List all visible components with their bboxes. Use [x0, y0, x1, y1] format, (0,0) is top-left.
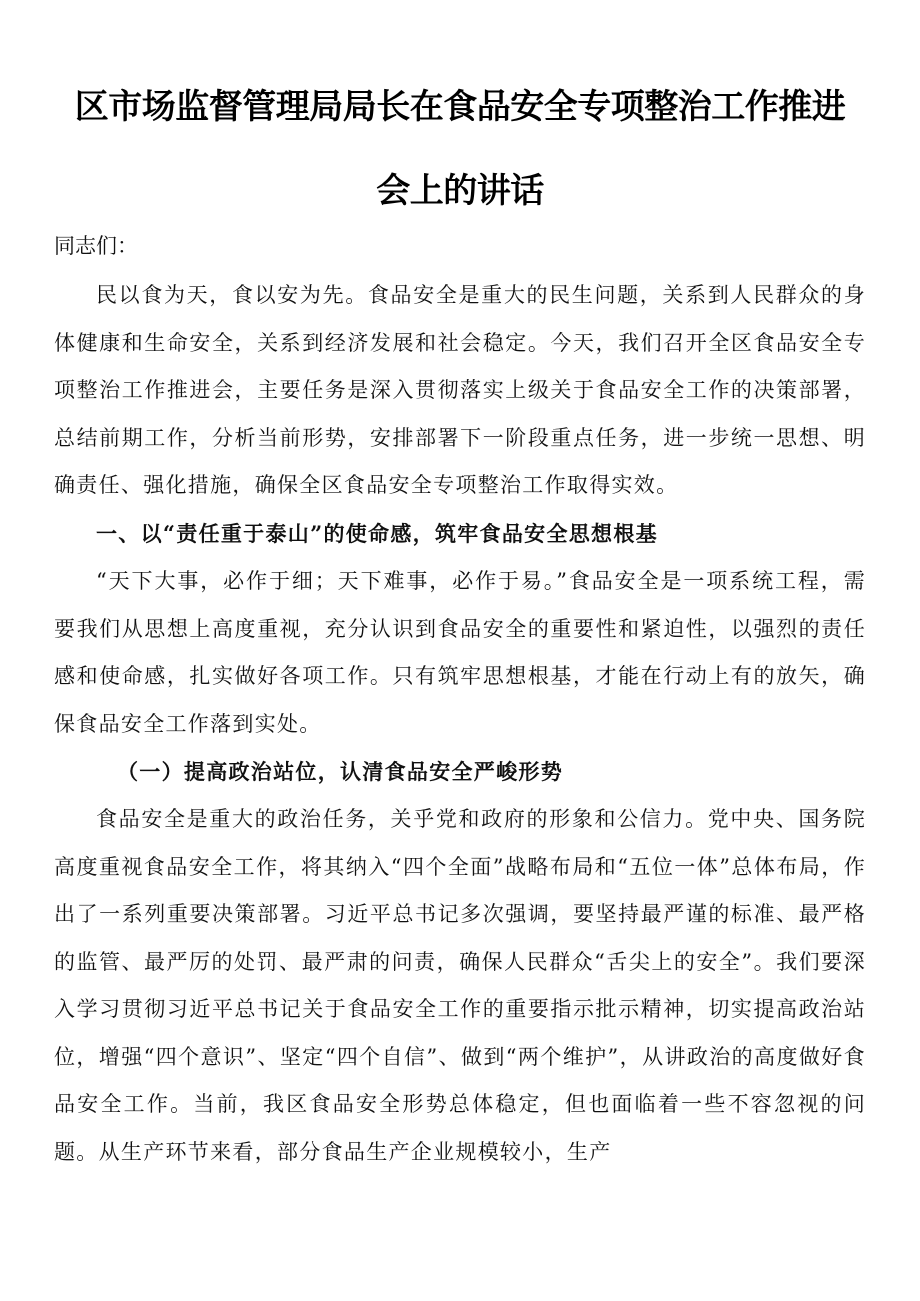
section-heading-1-block	[54, 510, 866, 558]
paragraph-subsection-1-block	[54, 796, 866, 1176]
salutation: 同志们：	[54, 234, 138, 258]
document-title-line-1: 区市场监督管理局局长在食品安全专项整治工作推进	[74, 87, 846, 127]
paragraph-intro-block	[54, 272, 866, 510]
subsection-heading-1: （一）提高政治站位，认清食品安全严峻形势	[117, 759, 563, 784]
section-heading-1: 一、以“责任重于泰山”的使命感，筑牢食品安全思想根基	[96, 521, 658, 546]
paragraph-subsection-1: 食品安全是重大的政治任务，关乎党和政府的形象和公信力。党中央、国务院高度重视食品安全工作，将其纳入“四个全面”战略布局和“五位一体”总体布局，作出了一系列重要决策部署。习近平总书记多次强调，要坚持最严谨的标准、最严格的监管、最严厉的处罚、最严肃的问责，确保人民群众“舌尖上的安全”。我们要深入学习贯彻习近平总书记关于食品安全工作的重要指示批示精神，切实提高政治站位，增强“四个意识”、坚定“四个自信”、做到“两个维护”，从讲政治的高度做好食品安全工作。当前，我区食品安全形势总体稳定，但也面临着一些不容忽视的问题。从生产环节来看，部分食品生产企业规模较小，生产	[54, 807, 866, 1164]
paragraph-intro: 民以食为天，食以安为先。食品安全是重大的民生问题，关系到人民群众的身体健康和生命安全，关系到经济发展和社会稳定。今天，我们召开全区食品安全专项整治工作推进会，主要任务是深入贯彻落实上级关于食品安全工作的决策部署，总结前期工作，分析当前形势，安排部署下一阶段重点任务，进一步统一思想、明确责任、强化措施，确保全区食品安全专项整治工作取得实效。	[54, 283, 866, 497]
document-title-line-2: 会上的讲话	[376, 171, 544, 211]
paragraph-section-1-block	[54, 558, 866, 748]
subsection-heading-1-block	[54, 748, 866, 796]
paragraph-section-1: “天下大事，必作于细；天下难事，必作于易。”食品安全是一项系统工程，需要我们从思想上高度重视，充分认识到食品安全的重要性和紧迫性，以强烈的责任感和使命感，扎实做好各项工作。只有筑牢思想根基，才能在行动上有的放矢，确保食品安全工作落到实处。	[54, 569, 866, 736]
